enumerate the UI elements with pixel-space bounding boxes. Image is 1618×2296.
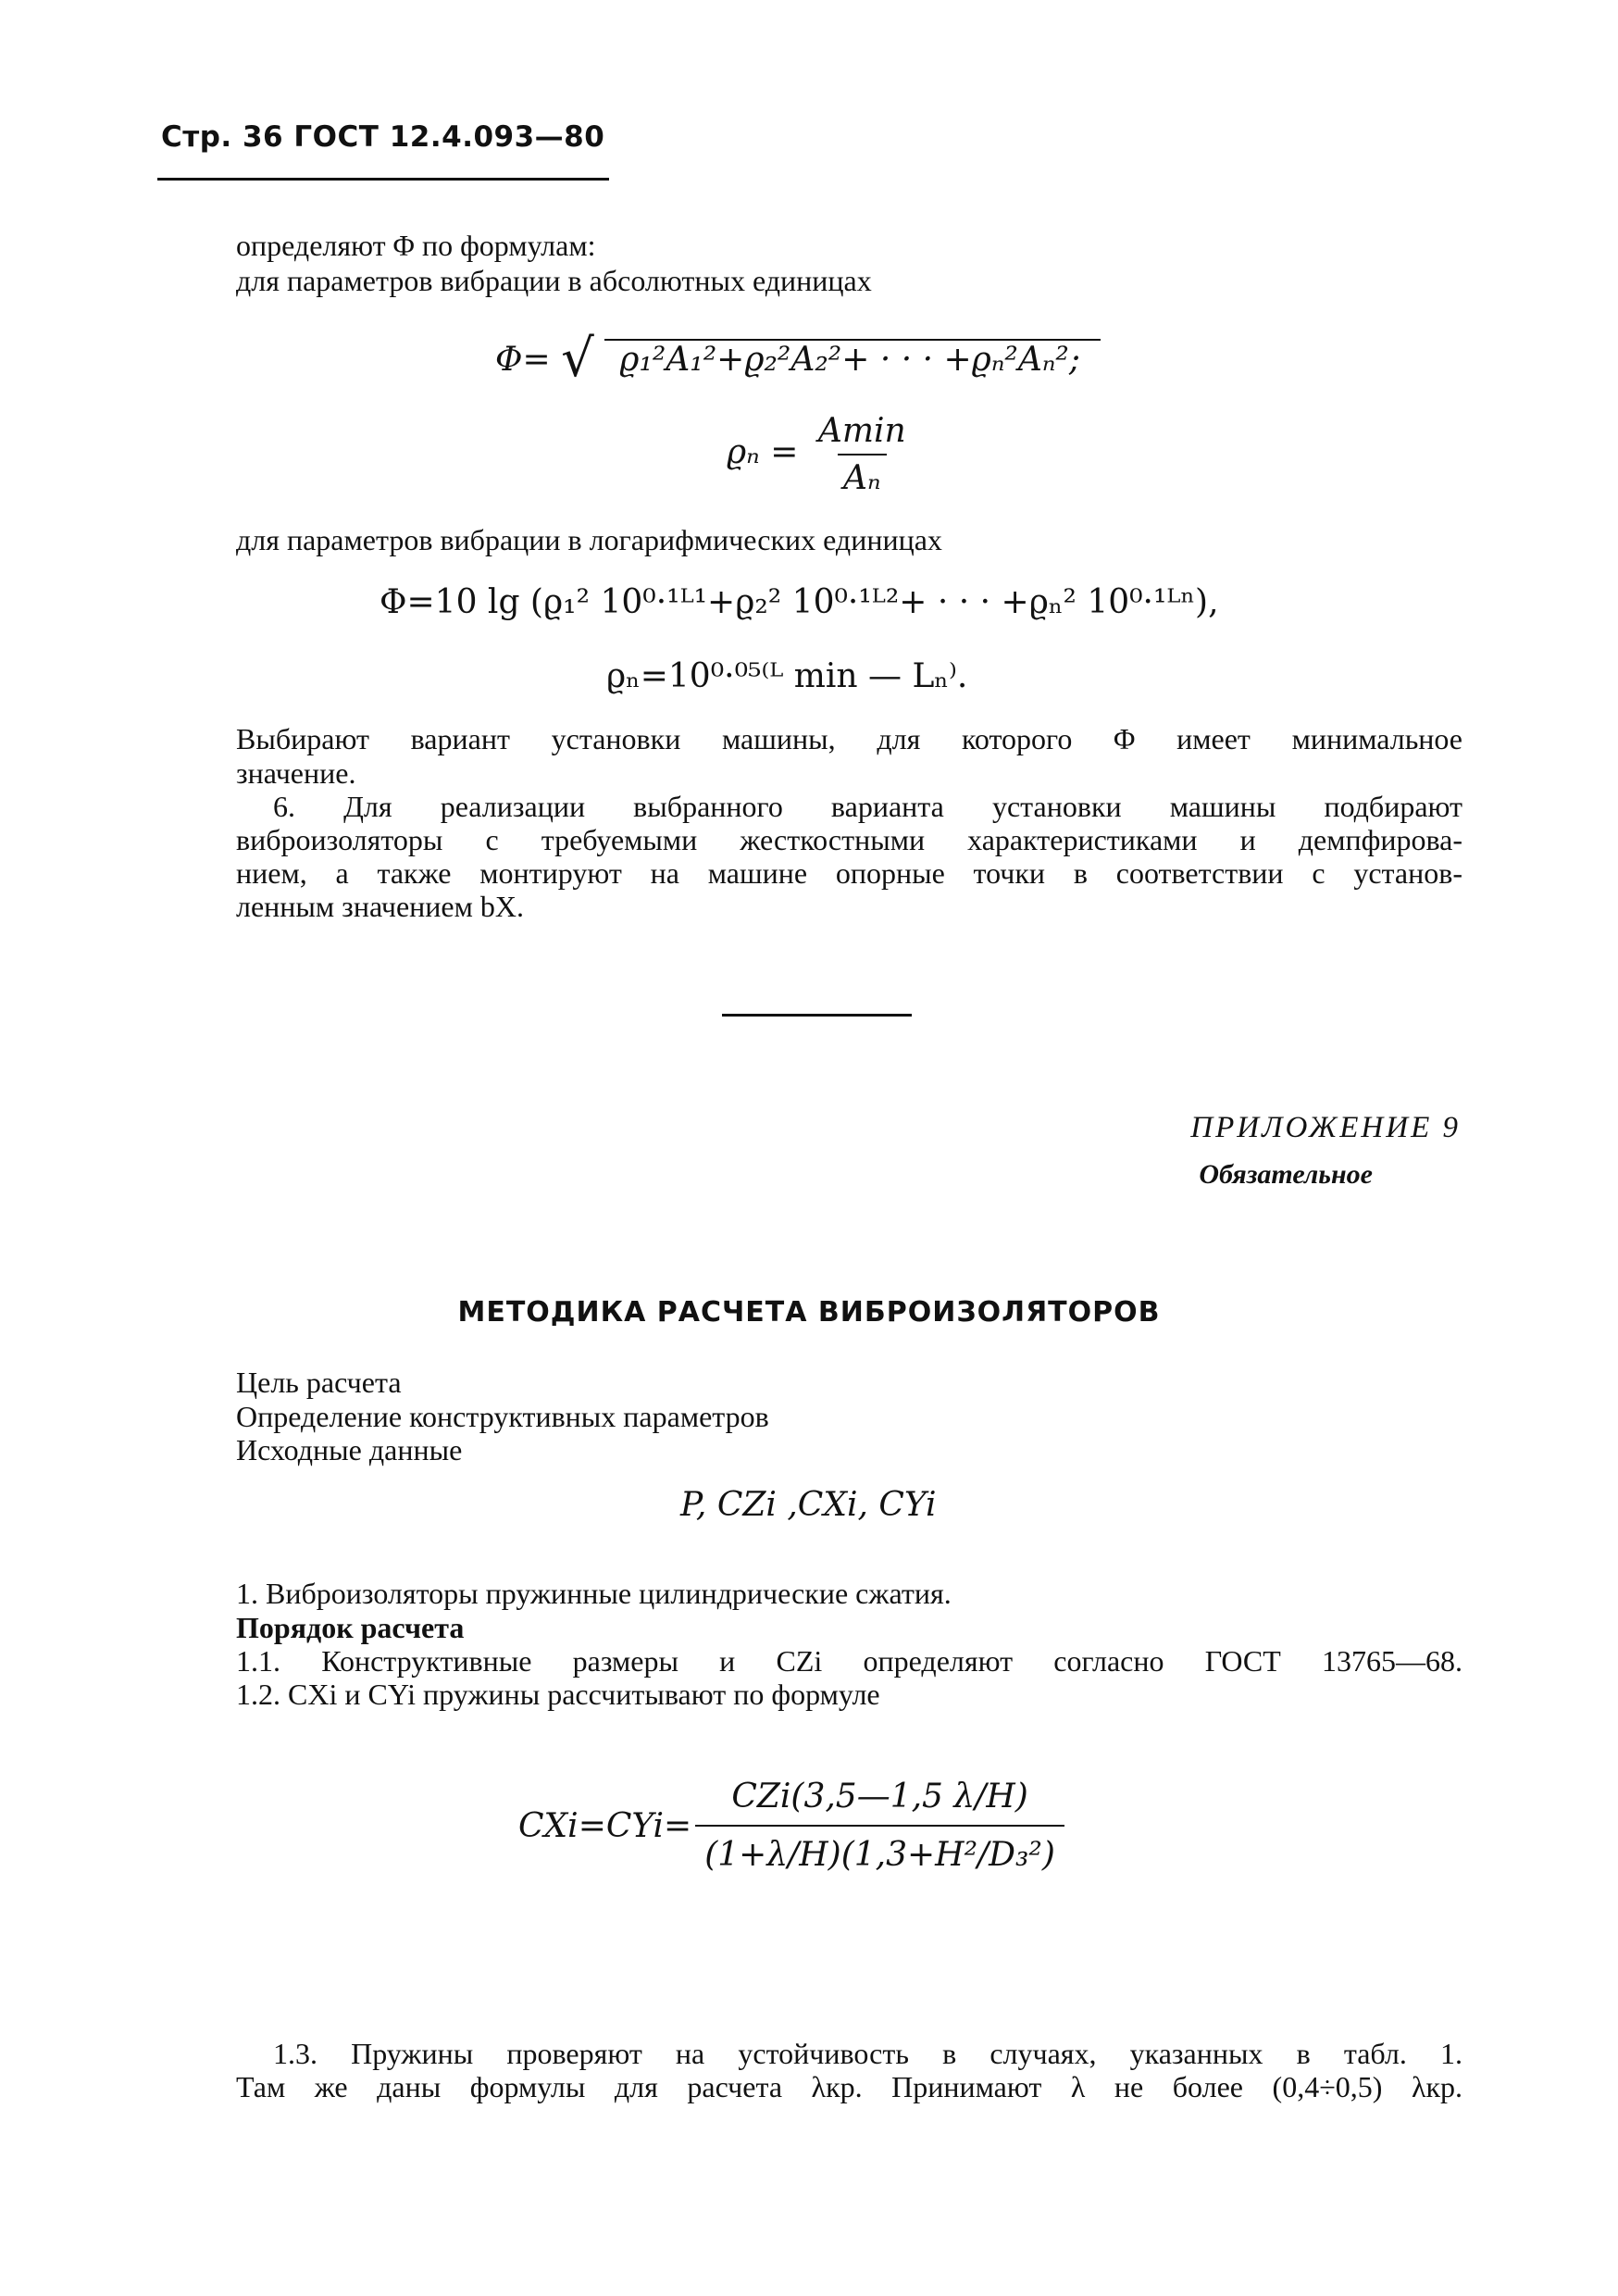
header-rule [157,178,609,181]
formula-rho-denominator: Aₙ [838,454,887,497]
intro-line-2: для параметров вибрации в абсолютных единицах [236,264,872,297]
formula-rho-fraction [813,412,912,497]
formula-rho-numerator: Amin [817,412,906,450]
formula-rho-log: ϱₙ=10⁰·⁰⁵⁽ᴸ min — Lₙ⁾. [606,657,968,695]
formula-phi-absolute [495,329,1101,389]
choose-line-1: Выбирают вариант установки машины, для которого Φ имеет минимальное [236,722,1462,755]
spring-item-1: 1. Виброизоляторы пружинные цилиндрические сжатия. [236,1577,952,1610]
formula-rho-absolute [727,412,915,497]
section-title: МЕТОДИКА РАСЧЕТА ВИБРОИЗОЛЯТОРОВ [457,1296,1161,1329]
formula-phi-log: Φ=10 lg (ϱ₁² 10⁰·¹ᴸ¹+ϱ₂² 10⁰·¹ᴸ²+ · · · +ϱₙ² 10⁰·¹ᴸⁿ), [380,583,1219,621]
calc-params: P, CZi ,CXi, CYi [680,1486,937,1524]
formula-spring-numerator: CZi(3,5—1,5 λ/H) [731,1778,1028,1816]
calc-definition: Определение конструктивных параметров [236,1400,769,1433]
formula-spring-lhs: CXi=CYi= [518,1806,692,1845]
item6-line-4: ленным значением bX. [236,890,524,923]
item6-line-1: 6. Для реализации выбранного варианта установки машины подбирают [273,790,1462,823]
formula-phi-terms: ϱ₁²A₁²+ϱ₂²A₂²+ · · · +ϱₙ²Aₙ²; [604,339,1101,379]
radical-sign: √ [561,329,594,389]
item1-3-line-1: 1.3. Пружины проверяют на устойчивость в случаях, указанных в табл. 1. [273,2037,1462,2070]
spring-order-heading: Порядок расчета [236,1611,465,1644]
formula-rho-lhs: ϱₙ = [727,433,799,471]
formula-spring-stiffness [518,1778,1068,1874]
calc-input: Исходные данные [236,1433,463,1466]
intro-line-1: определяют Φ по формулам: [236,229,596,262]
appendix-title: ПРИЛОЖЕНИЕ 9 [1190,1111,1461,1144]
formula-spring-fraction [695,1778,1064,1874]
calc-goal: Цель расчета [236,1366,402,1399]
log-caption: для параметров вибрации в логарифмических единицах [236,523,942,556]
item1-3-line-2: Там же даны формулы для расчета λкр. Принимают λ не более (0,4÷0,5) λкр. [236,2070,1462,2103]
item6-line-2: виброизоляторы с требуемыми жесткостными характеристиками и демпфирова- [236,823,1462,856]
item6-line-3: нием, а также монтируют на машине опорные точки в соответствии с установ- [236,856,1462,890]
formula-phi-lhs: Φ= [495,341,551,379]
choose-line-2: значение. [236,756,356,790]
appendix-subtitle: Обязательное [1199,1159,1373,1190]
formula-spring-denominator: (1+λ/H)(1,3+H²/D₃²) [695,1825,1064,1874]
section-separator [722,1014,912,1017]
page-header: Стр. 36 ГОСТ 12.4.093—80 [161,120,605,154]
spring-item-1-1: 1.1. Конструктивные размеры и CZi определяют согласно ГОСТ 13765—68. [236,1644,1462,1678]
spring-item-1-2: 1.2. CXi и CYi пружины рассчитывают по формуле [236,1678,880,1711]
